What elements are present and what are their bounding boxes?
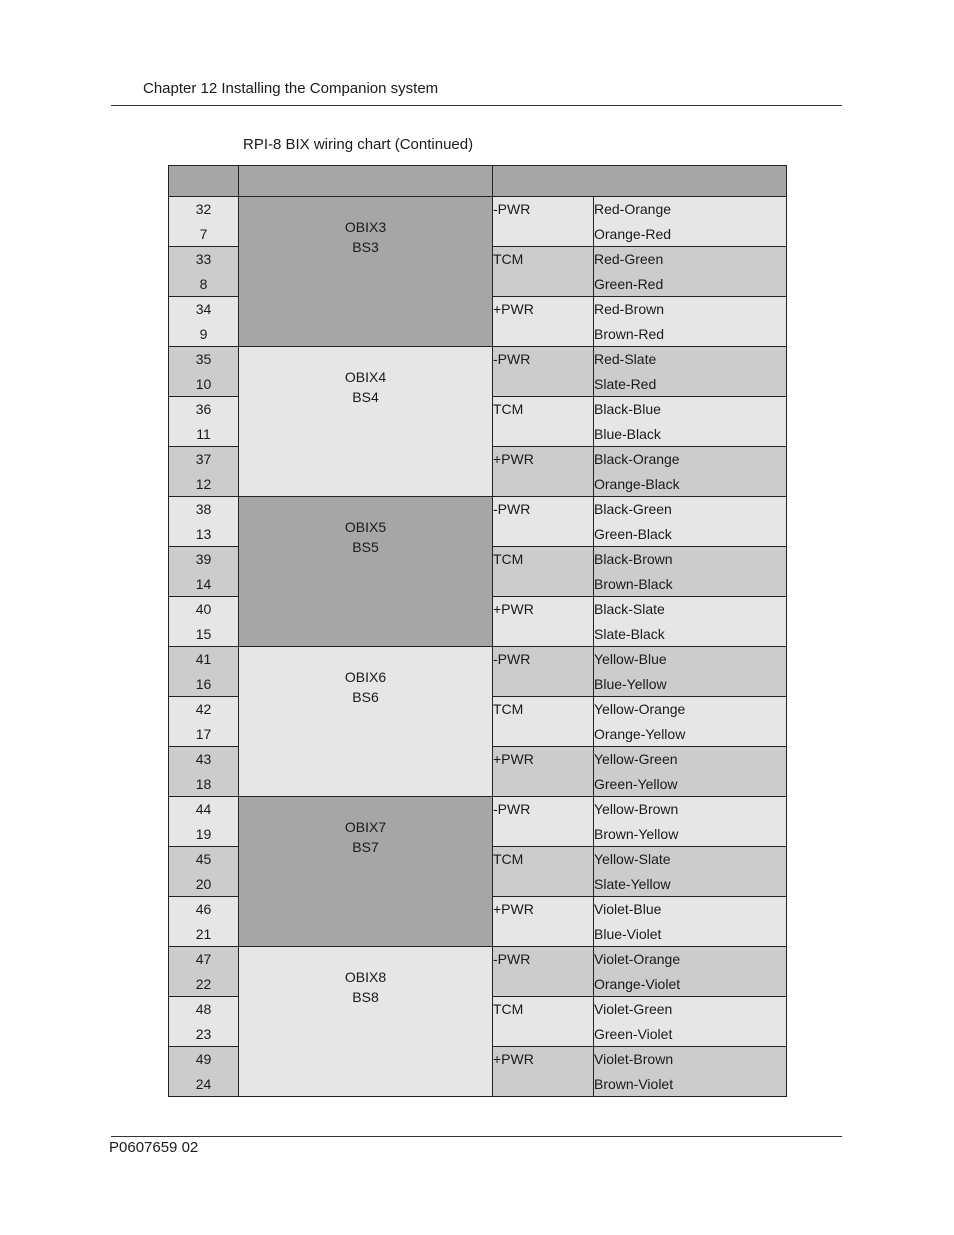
signal-cell [493,797,594,847]
pin-cell [169,997,239,1047]
bs-label: BS4 [352,389,379,405]
wire-color-cell [594,597,787,647]
wire-color-pair: Yellow-Orange [594,701,686,717]
bix-label: OBIX8 [344,969,387,985]
signal-cell [493,847,594,897]
wire-color-cell [594,697,787,747]
signal-cell [493,1047,594,1097]
bix-label: OBIX4 [344,369,387,385]
wire-color-pair: Yellow-Slate [594,851,671,867]
wire-color-pair: Orange-Red [594,225,672,242]
table-row [169,797,787,847]
wire-color-pair: Slate-Yellow [594,875,671,892]
signal-label: TCM [493,701,524,717]
signal-cell [493,447,594,497]
signal-label: -PWR [493,351,531,367]
wire-color-pair: Green-Yellow [594,775,678,792]
header-cell-bix [239,166,493,197]
pin-cell [169,547,239,597]
pin-number: 44 [195,801,212,817]
pin-number: 7 [199,225,208,242]
wire-color-pair: Black-Slate [594,601,665,617]
wiring-chart-table [168,165,787,1097]
pin-number: 11 [196,425,211,442]
bix-group-cell [239,347,493,497]
signal-label: TCM [493,401,524,417]
pin-number: 49 [195,1051,212,1067]
wire-color-pair: Brown-Red [594,325,665,342]
wire-color-pair: Violet-Brown [594,1051,674,1067]
wire-color-pair: Orange-Violet [594,975,681,992]
bix-label: OBIX7 [344,819,387,835]
signal-label: -PWR [493,501,531,517]
pin-cell [169,747,239,797]
wire-color-cell [594,897,787,947]
wire-color-pair: Brown-Black [594,575,673,592]
wire-color-pair: Orange-Black [594,475,680,492]
table-caption: RPI-8 BIX wiring chart (Continued) [243,136,474,153]
pin-number: 47 [195,951,212,967]
wire-color-pair: Red-Slate [594,351,657,367]
wire-color-pair: Green-Black [594,525,672,542]
wire-color-cell [594,447,787,497]
pin-number: 15 [195,625,212,642]
table-header-row [169,166,787,197]
pin-number: 41 [195,651,212,667]
pin-number: 18 [195,775,212,792]
wire-color-cell [594,647,787,697]
signal-label: -PWR [493,801,531,817]
signal-label: TCM [493,1001,524,1017]
wire-color-cell [594,247,787,297]
header-rule [111,105,842,106]
wire-color-cell [594,797,787,847]
signal-label: +PWR [493,301,534,317]
signal-cell [493,647,594,697]
pin-cell [169,947,239,997]
bix-label: OBIX3 [344,219,387,235]
bs-label: BS8 [352,989,379,1005]
wire-color-pair: Red-Brown [594,301,665,317]
pin-cell [169,797,239,847]
wire-color-pair: Brown-Violet [594,1075,674,1092]
pin-number: 37 [195,451,212,467]
wire-color-pair: Blue-Yellow [594,675,667,692]
pin-number: 45 [195,851,212,867]
signal-cell [493,197,594,247]
wire-color-cell [594,397,787,447]
pin-number: 12 [195,475,212,492]
signal-label: -PWR [493,951,531,967]
pin-number: 42 [195,701,212,717]
pin-cell [169,397,239,447]
bix-group-cell [239,197,493,347]
wire-color-cell [594,1047,787,1097]
pin-number: 9 [199,325,208,342]
pin-number: 38 [195,501,212,517]
pin-number: 16 [195,675,212,692]
pin-cell [169,347,239,397]
wire-color-cell [594,747,787,797]
wire-color-pair: Green-Red [594,275,664,292]
wire-color-pair: Violet-Green [594,1001,673,1017]
pin-cell [169,447,239,497]
wire-color-pair: Red-Green [594,251,664,267]
table-row [169,347,787,397]
pin-number: 34 [195,301,212,317]
wire-color-pair: Black-Blue [594,401,661,417]
wire-color-pair: Violet-Orange [594,951,681,967]
signal-cell [493,897,594,947]
signal-cell [493,697,594,747]
pin-number: 40 [195,601,212,617]
pin-number: 35 [195,351,212,367]
wire-color-pair: Black-Brown [594,551,673,567]
signal-label: +PWR [493,1051,534,1067]
pin-cell [169,197,239,247]
pin-cell [169,497,239,547]
signal-cell [493,347,594,397]
bix-label: OBIX5 [344,519,387,535]
signal-cell [493,747,594,797]
signal-cell [493,997,594,1047]
wire-color-pair: Blue-Violet [594,925,662,942]
signal-cell [493,397,594,447]
table-body [169,197,787,1097]
pin-cell [169,847,239,897]
signal-label: +PWR [493,601,534,617]
wire-color-cell [594,547,787,597]
pin-number: 24 [195,1075,212,1092]
wire-color-cell [594,847,787,897]
bs-label: BS5 [352,539,379,555]
pin-cell [169,247,239,297]
signal-cell [493,947,594,997]
pin-number: 14 [195,575,212,592]
signal-label: TCM [493,851,524,867]
signal-label: +PWR [493,901,534,917]
signal-cell [493,247,594,297]
chapter-header: Chapter 12 Installing the Companion system [143,80,439,97]
pin-number: 46 [195,901,212,917]
table-row [169,497,787,547]
table-row [169,647,787,697]
pin-cell [169,297,239,347]
signal-label: TCM [493,251,524,267]
bix-group-cell [239,797,493,947]
table-row [169,947,787,997]
signal-label: -PWR [493,651,531,667]
bix-group-cell [239,497,493,647]
signal-cell [493,597,594,647]
pin-number: 13 [195,525,212,542]
pin-number: 43 [195,751,212,767]
pin-number: 19 [195,825,212,842]
wire-color-pair: Slate-Black [594,625,665,642]
pin-number: 20 [195,875,212,892]
wire-color-cell [594,297,787,347]
wire-color-pair: Slate-Red [594,375,657,392]
pin-number: 22 [195,975,212,992]
wire-color-pair: Brown-Yellow [594,825,679,842]
pin-cell [169,597,239,647]
signal-cell [493,547,594,597]
bix-label: OBIX6 [344,669,387,685]
wire-color-pair: Orange-Yellow [594,725,686,742]
pin-number: 33 [195,251,212,267]
table-row [169,197,787,247]
bs-label: BS6 [352,689,379,705]
pin-number: 39 [195,551,212,567]
header-cell-pins [169,166,239,197]
pin-number: 36 [195,401,212,417]
footer-rule [111,1136,842,1137]
bs-label: BS7 [352,839,379,855]
wire-color-cell [594,497,787,547]
pin-cell [169,697,239,747]
pin-number: 21 [195,925,212,942]
signal-label: TCM [493,551,524,567]
signal-label: +PWR [493,751,534,767]
wire-color-pair: Red-Orange [594,201,672,217]
wire-color-cell [594,347,787,397]
signal-label: -PWR [493,201,531,217]
pin-number: 23 [195,1025,212,1042]
wire-color-cell [594,197,787,247]
wire-color-pair: Violet-Blue [594,901,662,917]
pin-cell [169,897,239,947]
bix-group-cell [239,947,493,1097]
wire-color-pair: Black-Green [594,501,672,517]
pin-cell [169,1047,239,1097]
pin-number: 32 [195,201,212,217]
bix-group-cell [239,647,493,797]
bs-label: BS3 [352,239,379,255]
wire-color-pair: Black-Orange [594,451,680,467]
signal-cell [493,497,594,547]
wire-color-pair: Green-Violet [594,1025,673,1042]
pin-number: 17 [195,725,212,742]
wire-color-pair: Yellow-Blue [594,651,667,667]
wire-color-cell [594,947,787,997]
pin-number: 10 [195,375,212,392]
header-cell-wiring [493,166,787,197]
signal-label: +PWR [493,451,534,467]
wire-color-cell [594,997,787,1047]
document-number: P0607659 02 [109,1139,199,1156]
wire-color-pair: Yellow-Brown [594,801,679,817]
pin-number: 48 [195,1001,212,1017]
wire-color-pair: Blue-Black [594,425,661,442]
signal-cell [493,297,594,347]
pin-number: 8 [199,275,208,292]
wire-color-pair: Yellow-Green [594,751,678,767]
pin-cell [169,647,239,697]
